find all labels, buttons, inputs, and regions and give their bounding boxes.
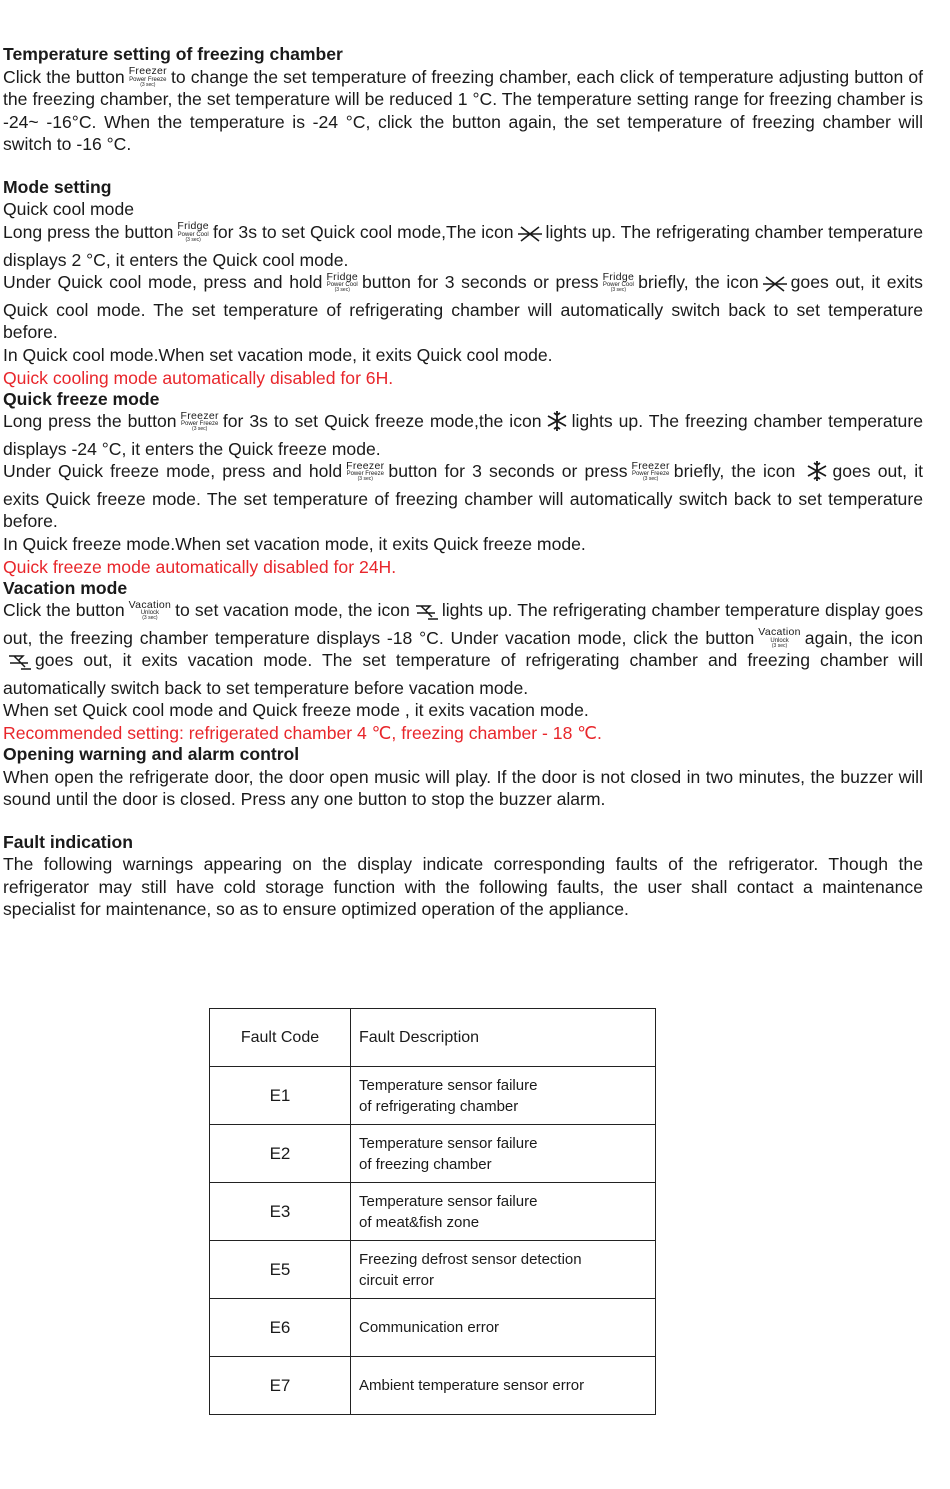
quick-cool-line1: [3, 221, 923, 271]
freezer-button-label: [181, 411, 219, 433]
table-row: [210, 1241, 656, 1299]
quick-cool-icon: [762, 275, 788, 299]
desc-line: Temperature sensor failure: [359, 1134, 538, 1152]
btn-top: Freezer: [180, 409, 219, 422]
fault-code: E3: [210, 1183, 351, 1241]
btn-mid: Power Freeze: [631, 471, 670, 478]
desc-line: Communication error: [359, 1319, 500, 1336]
text: button for 3 seconds or press: [362, 272, 599, 293]
freezer-button-label: [129, 66, 167, 88]
vacation-button-label: [758, 627, 800, 649]
fault-description-header: Fault Description: [351, 1009, 656, 1067]
quick-freeze-note: Quick freeze mode automatically disabled for 24H.: [3, 556, 397, 577]
btn-mid: Unlock: [770, 637, 789, 644]
text: Under Quick freeze mode, press and hold: [3, 461, 343, 482]
btn-top: Fridge: [326, 270, 359, 283]
table-row: [210, 1067, 656, 1125]
btn-mid: Unlock: [140, 610, 160, 617]
fault-description: [351, 1241, 656, 1299]
snowflake-icon: [805, 460, 829, 488]
text: Long press the button: [3, 411, 177, 432]
btn-mid: Power Freeze: [180, 421, 219, 428]
btn-top: Fridge: [602, 270, 635, 283]
btn-top: Freezer: [631, 459, 670, 472]
fault-code-header: Fault Code: [210, 1009, 351, 1067]
btn-mid: Power Freeze: [346, 471, 384, 478]
btn-sub: (3 sec): [357, 476, 373, 483]
btn-sub: (3 sec): [192, 426, 208, 433]
desc-line: of meat&fish zone: [359, 1213, 480, 1231]
text: again, the icon: [804, 627, 923, 648]
alarm-heading: Opening warning and alarm control: [3, 744, 300, 765]
btn-top: Freezer: [128, 65, 167, 77]
text: lights up. The refrigerating chamber temperature display goes out, the freezing chamber temperature displays -18 °C. Under vacation mode, click the button: [3, 600, 923, 648]
btn-top: Fridge: [177, 220, 209, 233]
desc-line: of refrigerating chamber: [359, 1097, 519, 1115]
btn-sub: (3 sec): [140, 81, 156, 88]
text: for 3s to set Quick cool mode,The icon: [212, 221, 514, 242]
desc-line: Ambient temperature sensor error: [359, 1377, 585, 1394]
fridge-button-label: [177, 221, 209, 243]
fault-description: [351, 1067, 656, 1125]
quick-freeze-line1: [3, 410, 923, 460]
table-row: [210, 1183, 656, 1241]
quick-cool-note: Quick cooling mode automatically disabled for 6H.: [3, 367, 394, 388]
vacation-icon: [6, 653, 32, 677]
text: Under Quick cool mode, press and hold: [3, 272, 323, 293]
text: for 3s to set Quick freeze mode,the icon: [222, 411, 542, 432]
text: goes out, it exits Quick cool mode. The set temperature of refrigerating chamber will automatically switch back to set temperature before.: [3, 272, 923, 343]
btn-mid: Power Cool: [602, 282, 634, 289]
alarm-text: When open the refrigerate door, the door open music will play. If the door is not closed in two minutes, the buzzer will sound until the door is closed. Press any one button to stop the buzzer alarm.: [3, 766, 923, 810]
text: Click the button: [3, 600, 125, 621]
text: briefly, the icon: [638, 272, 759, 293]
fault-code: E5: [210, 1241, 351, 1299]
text: briefly, the icon: [673, 461, 796, 482]
btn-sub: (3 sec): [142, 615, 158, 622]
fault-heading: Fault indication: [3, 831, 133, 852]
fault-description: [351, 1183, 656, 1241]
text: Long press the button: [3, 221, 174, 242]
mode-heading: Mode setting: [3, 176, 112, 197]
fridge-button-label: [326, 272, 358, 294]
temp-heading: Temperature setting of freezing chamber: [3, 44, 343, 64]
vacation-icon: [413, 603, 439, 627]
btn-top: Freezer: [346, 459, 385, 472]
vacation-note: Recommended setting: refrigerated chamber 4 ℃, freezing chamber - 18 ℃.: [3, 723, 602, 744]
desc-line: circuit error: [359, 1271, 435, 1289]
table-header-row: [210, 1009, 656, 1067]
vacation-title: Vacation mode: [3, 577, 128, 598]
desc-line: of freezing chamber: [359, 1155, 492, 1173]
quick-cool-line2: [3, 271, 923, 344]
btn-mid: Power Cool: [326, 282, 358, 289]
fault-description: [351, 1125, 656, 1183]
table-row: [210, 1357, 656, 1415]
fault-code: E2: [210, 1125, 351, 1183]
fault-code: E6: [210, 1299, 351, 1357]
btn-sub: (3 sec): [771, 642, 788, 649]
quick-cool-title: Quick cool mode: [3, 199, 135, 220]
temp-text-a: Click the button: [3, 66, 125, 87]
fault-text: The following warnings appearing on the display indicate corresponding faults of the refrigerator. Though the refrigerator may still have cold storage function with the following faults, the user shall contact a maintenance specialist for maintenance, so as to ensure optimized operation of the appliance.: [3, 854, 923, 920]
temp-paragraph: [3, 66, 923, 156]
text: goes out, it exits vacation mode. The set temperature of refrigerating chamber and freezing chamber will automatically switch back to set temperature before vacation mode.: [3, 650, 923, 698]
text: lights up. The freezing chamber temperature displays -24 °C, it enters the Quick freeze mode.: [3, 411, 923, 459]
btn-top: Vacation: [758, 626, 801, 639]
text: button for 3 seconds or press: [388, 461, 628, 482]
btn-mid: Power Freeze: [129, 76, 167, 83]
btn-top: Vacation: [128, 598, 172, 611]
desc-line: Temperature sensor failure: [359, 1076, 538, 1094]
freezer-button-label: [346, 461, 384, 483]
quick-freeze-line2: [3, 460, 923, 533]
table-row: [210, 1125, 656, 1183]
quick-freeze-line3: In Quick freeze mode.When set vacation mode, it exits Quick freeze mode.: [3, 534, 586, 554]
quick-freeze-title: Quick freeze mode: [3, 388, 160, 409]
desc-line: Freezing defrost sensor detection: [359, 1250, 582, 1268]
temp-text-b: to change the set temperature of freezing chamber, each click of temperature adjusting button of the freezing chamber, the set temperature will be reduced 1 °C. The temperature setting range for freezing chamber is -24~ -16°C. When the temperature is -24 °C, click the button again, the set temperature of freezing chamber will switch to -16 °C.: [3, 66, 923, 155]
btn-sub: (3 sec): [610, 287, 626, 294]
table-row: [210, 1299, 656, 1357]
text: lights up. The refrigerating chamber temperature displays 2 °C, it enters the Quick cool mode.: [3, 221, 923, 270]
vacation-button-label: [129, 600, 171, 622]
freezer-button-label: [632, 461, 670, 483]
btn-sub: (3 sec): [185, 236, 201, 243]
fault-description: [351, 1357, 656, 1415]
vacation-line1: [3, 599, 923, 699]
quick-cool-icon: [517, 225, 543, 249]
fault-table: [209, 1008, 656, 1415]
vacation-line2: When set Quick cool mode and Quick freeze mode , it exits vacation mode.: [3, 700, 589, 721]
fridge-button-label: [603, 272, 635, 294]
manual-page: [3, 44, 923, 921]
btn-sub: (3 sec): [643, 476, 659, 483]
text: goes out, it exits Quick freeze mode. The set temperature of freezing chamber will automatically switch back to set temperature before.: [3, 461, 923, 532]
quick-cool-line3: In Quick cool mode.When set vacation mode, it exits Quick cool mode.: [3, 344, 553, 365]
text: to set vacation mode, the icon: [175, 600, 410, 621]
snowflake-icon: [545, 410, 569, 438]
fault-code: E7: [210, 1357, 351, 1415]
desc-line: Temperature sensor failure: [359, 1192, 538, 1210]
btn-sub: (3 sec): [334, 287, 350, 294]
fault-description: [351, 1299, 656, 1357]
fault-code: E1: [210, 1067, 351, 1125]
btn-mid: Power Cool: [177, 231, 209, 238]
